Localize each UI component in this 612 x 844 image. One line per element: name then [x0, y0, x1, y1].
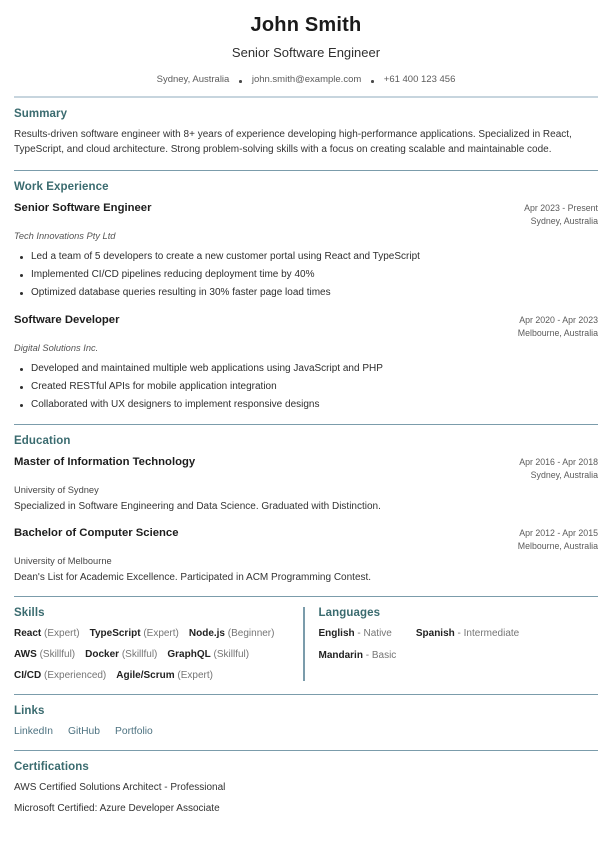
bullet-icon [20, 368, 23, 371]
degree-description: Dean's List for Academic Excellence. Participated in ACM Programming Contest. [14, 572, 372, 584]
job-bullet-list [14, 251, 598, 299]
job-bullet [14, 269, 598, 281]
skill-level: (Beginner) [227, 628, 275, 640]
certification-list [14, 782, 598, 814]
job-date-location [518, 314, 598, 340]
job-entry [14, 202, 598, 299]
links-heading: Links [14, 705, 45, 718]
degree-date-location [519, 456, 598, 482]
dot-separator-icon [239, 80, 242, 83]
degree-dates: Apr 2016 - Apr 2018 [519, 457, 598, 468]
skill-level: (Experienced) [44, 670, 107, 682]
job-entry-head [14, 314, 598, 340]
skill-name: Node.js [188, 628, 225, 640]
header-divider [14, 96, 598, 98]
job-entry-head [14, 202, 598, 228]
section-languages [305, 597, 599, 681]
contact-line [14, 74, 598, 85]
skill-level: (Skillful) [39, 649, 76, 661]
link-linkedin[interactable]: LinkedIn [14, 726, 53, 738]
skill-name: Docker [85, 649, 120, 661]
section-skills [14, 597, 303, 681]
job-dates: Apr 2023 - Present [524, 203, 598, 214]
job-date-location [524, 202, 598, 228]
job-bullet-text: Created RESTful APIs for mobile application integration [31, 381, 277, 393]
language-item [416, 628, 519, 639]
education-entry [14, 456, 598, 512]
skill-level: (Skillful) [213, 649, 250, 661]
degree-location: Melbourne, Australia [517, 541, 598, 552]
job-bullet-text: Collaborated with UX designers to implement responsive designs [31, 399, 320, 411]
skill-list [14, 628, 294, 681]
bullet-icon [20, 404, 23, 407]
job-bullet-text: Implemented CI/CD pipelines reducing deployment time by 40% [31, 269, 315, 281]
link-github[interactable]: GitHub [67, 726, 100, 738]
bullet-icon [20, 386, 23, 389]
job-bullet-list [14, 363, 598, 411]
certifications-heading: Certifications [14, 761, 89, 774]
degree-school: University of Sydney [14, 485, 99, 496]
language-level: - Intermediate [457, 628, 520, 640]
skill-item [14, 628, 80, 639]
degree-description: Specialized in Software Engineering and Data Science. Graduated with Distinction. [14, 501, 381, 513]
degree-date-location [518, 527, 598, 553]
section-summary [14, 108, 598, 157]
education-entry-head [14, 527, 598, 553]
skill-level: (Expert) [177, 670, 213, 682]
job-bullet-text: Led a team of 5 developers to create a new customer portal using React and TypeScript [31, 251, 420, 263]
skills-heading: Skills [14, 607, 45, 620]
job-bullet-text: Optimized database queries resulting in 30% faster page load times [31, 287, 331, 299]
person-name: John Smith [250, 14, 362, 36]
skill-name: React [14, 628, 42, 640]
contact-email: john.smith@example.com [251, 74, 362, 85]
skill-name: Agile/Scrum [116, 670, 175, 682]
job-dates: Apr 2020 - Apr 2023 [519, 315, 598, 326]
language-name: English [318, 628, 355, 640]
section-divider [14, 170, 598, 171]
contact-location: Sydney, Australia [156, 74, 230, 85]
skill-name: AWS [14, 649, 37, 661]
resume-header [14, 13, 598, 85]
education-entry-head [14, 456, 598, 482]
education-heading: Education [14, 435, 71, 448]
section-divider [14, 424, 598, 425]
summary-heading: Summary [14, 108, 68, 120]
dot-separator-icon [371, 80, 374, 83]
job-bullet [14, 251, 598, 263]
job-company: Digital Solutions Inc. [14, 343, 99, 354]
link-portfolio[interactable]: Portfolio [115, 726, 153, 738]
job-company: Tech Innovations Pty Ltd [14, 231, 116, 242]
section-certifications [14, 761, 598, 814]
section-divider [14, 750, 598, 751]
skill-item [14, 670, 106, 681]
skill-name: GraphQL [167, 649, 211, 661]
job-entry [14, 314, 598, 411]
certification-item: Microsoft Certified: Azure Developer Associate [14, 803, 220, 815]
job-title: Software Developer [14, 314, 120, 327]
language-name: Spanish [415, 628, 455, 640]
section-education [14, 435, 598, 583]
language-level: - Basic [365, 650, 397, 662]
job-location: Sydney, Australia [530, 216, 598, 227]
degree-title: Bachelor of Computer Science [14, 527, 179, 540]
degree-location: Sydney, Australia [530, 470, 598, 481]
degree-school: University of Melbourne [14, 556, 112, 567]
skill-item [167, 649, 249, 660]
language-list [319, 628, 559, 661]
section-work-experience [14, 181, 598, 411]
links-row [14, 726, 598, 737]
job-title: Senior Software Engineer [14, 202, 152, 215]
skill-item [189, 628, 275, 639]
skill-name: TypeScript [89, 628, 141, 640]
job-bullet [14, 363, 598, 375]
education-entry [14, 527, 598, 583]
work-experience-heading: Work Experience [14, 181, 109, 194]
language-item [319, 628, 392, 639]
skill-item [14, 649, 75, 660]
language-item [319, 650, 397, 661]
skill-name: CI/CD [14, 670, 42, 682]
bullet-icon [20, 256, 23, 259]
bullet-icon [20, 292, 23, 295]
summary-text: Results-driven software engineer with 8+ years of experience developing high-performance applications. Specialized in React, TypeScript, and cloud architecture. Strong problem-solving skills with a focus on creating scalable and maintainable code. [14, 129, 572, 155]
skill-level: (Skillful) [121, 649, 158, 661]
language-name: Mandarin [318, 650, 363, 662]
skill-item [85, 649, 157, 660]
degree-dates: Apr 2012 - Apr 2015 [519, 528, 598, 539]
job-bullet [14, 287, 598, 299]
job-bullet [14, 381, 598, 393]
skill-item [116, 670, 213, 681]
contact-phone: +61 400 123 456 [383, 74, 456, 85]
skill-item [90, 628, 179, 639]
certification-item: AWS Certified Solutions Architect - Professional [14, 782, 226, 794]
bullet-icon [20, 274, 23, 277]
skills-languages-row [14, 597, 598, 681]
person-title: Senior Software Engineer [231, 45, 381, 60]
languages-heading: Languages [318, 607, 381, 620]
section-divider [14, 694, 598, 695]
language-level: - Native [357, 628, 392, 640]
skill-level: (Expert) [44, 628, 80, 640]
degree-title: Master of Information Technology [14, 456, 196, 469]
job-location: Melbourne, Australia [517, 328, 598, 339]
job-bullet-text: Developed and maintained multiple web applications using JavaScript and PHP [31, 363, 383, 375]
job-bullet [14, 399, 598, 411]
skill-level: (Expert) [143, 628, 179, 640]
section-links [14, 705, 598, 737]
